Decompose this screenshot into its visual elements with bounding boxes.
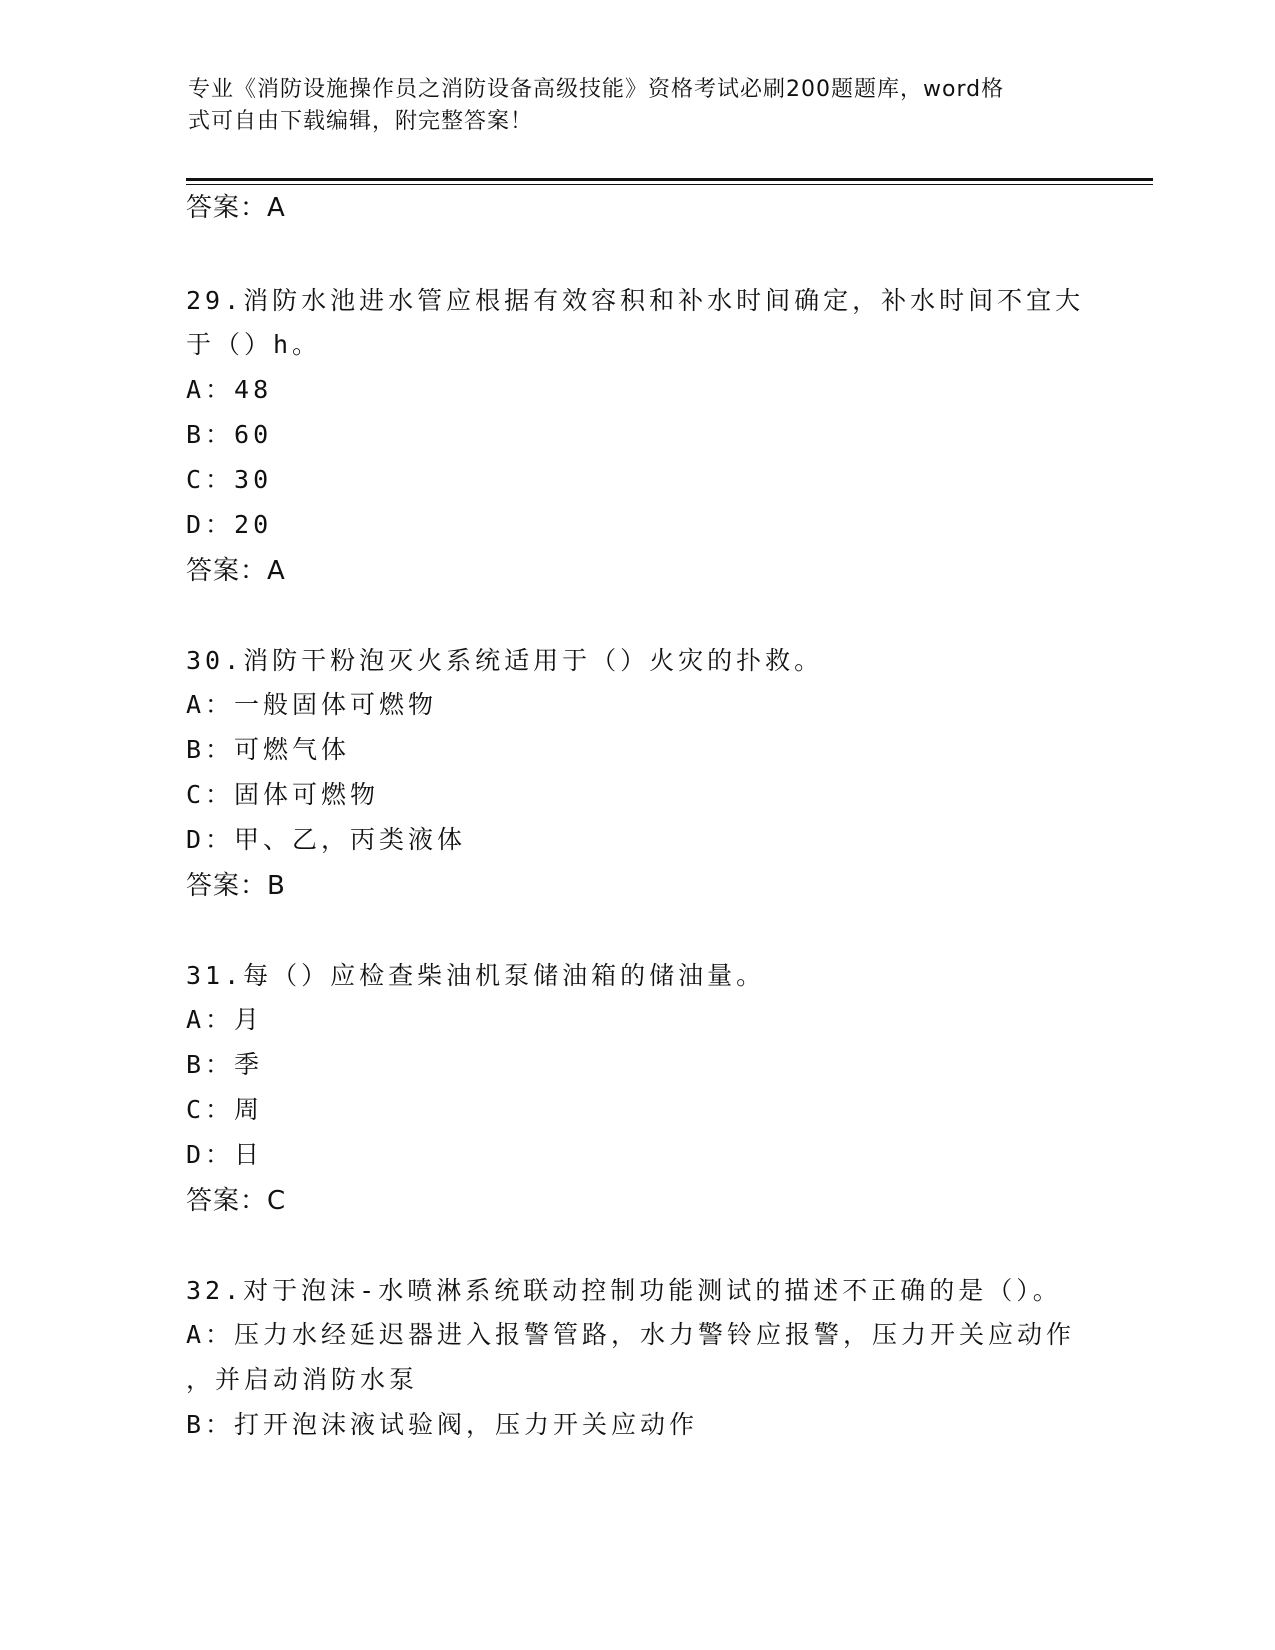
option-line: D：日 xyxy=(186,1140,264,1169)
header-line-2: 式可自由下载编辑，附完整答案！ xyxy=(188,109,534,134)
option-line: D：甲、乙，丙类液体 xyxy=(186,825,467,854)
option-line: B：季 xyxy=(186,1050,264,1079)
option-line: C：固体可燃物 xyxy=(186,780,380,809)
option-line: A：一般固体可燃物 xyxy=(186,690,438,719)
header-line-1: 专业《消防设施操作员之消防设备高级技能》资格考试必刷200题题库，word格 xyxy=(188,77,1005,102)
question-stem: 于（）h。 xyxy=(186,330,322,359)
answer-line: 答案：C xyxy=(186,1186,287,1216)
option-line: C：30 xyxy=(186,465,273,494)
option-line: A：月 xyxy=(186,1005,264,1034)
option-line: B：打开泡沫液试验阀，压力开关应动作 xyxy=(186,1410,699,1439)
option-line: A：48 xyxy=(186,375,273,404)
header-divider-thick xyxy=(186,178,1153,181)
option-line: B：可燃气体 xyxy=(186,735,351,764)
option-line: B：60 xyxy=(186,420,273,449)
question-stem: 30.消防干粉泡灭火系统适用于（）火灾的扑救。 xyxy=(186,646,824,675)
option-line: A：压力水经延迟器进入报警管路，水力警铃应报警，压力开关应动作 xyxy=(186,1320,1076,1349)
answer-line: 答案：A xyxy=(186,193,286,223)
answer-line: 答案：A xyxy=(186,556,286,586)
answer-line: 答案：B xyxy=(186,871,286,901)
document-header xyxy=(188,74,1068,138)
question-stem: 29.消防水池进水管应根据有效容积和补水时间确定，补水时间不宜大 xyxy=(186,286,1085,315)
option-line-continued: ，并启动消防水泵 xyxy=(186,1365,419,1394)
header-divider-thin xyxy=(186,184,1153,185)
option-line: D：20 xyxy=(186,510,273,539)
question-stem: 31.每（）应检查柴油机泵储油箱的储油量。 xyxy=(186,961,766,990)
question-stem: 32.对于泡沫-水喷淋系统联动控制功能测试的描述不正确的是（）。 xyxy=(186,1276,1062,1305)
option-line: C：周 xyxy=(186,1095,264,1124)
